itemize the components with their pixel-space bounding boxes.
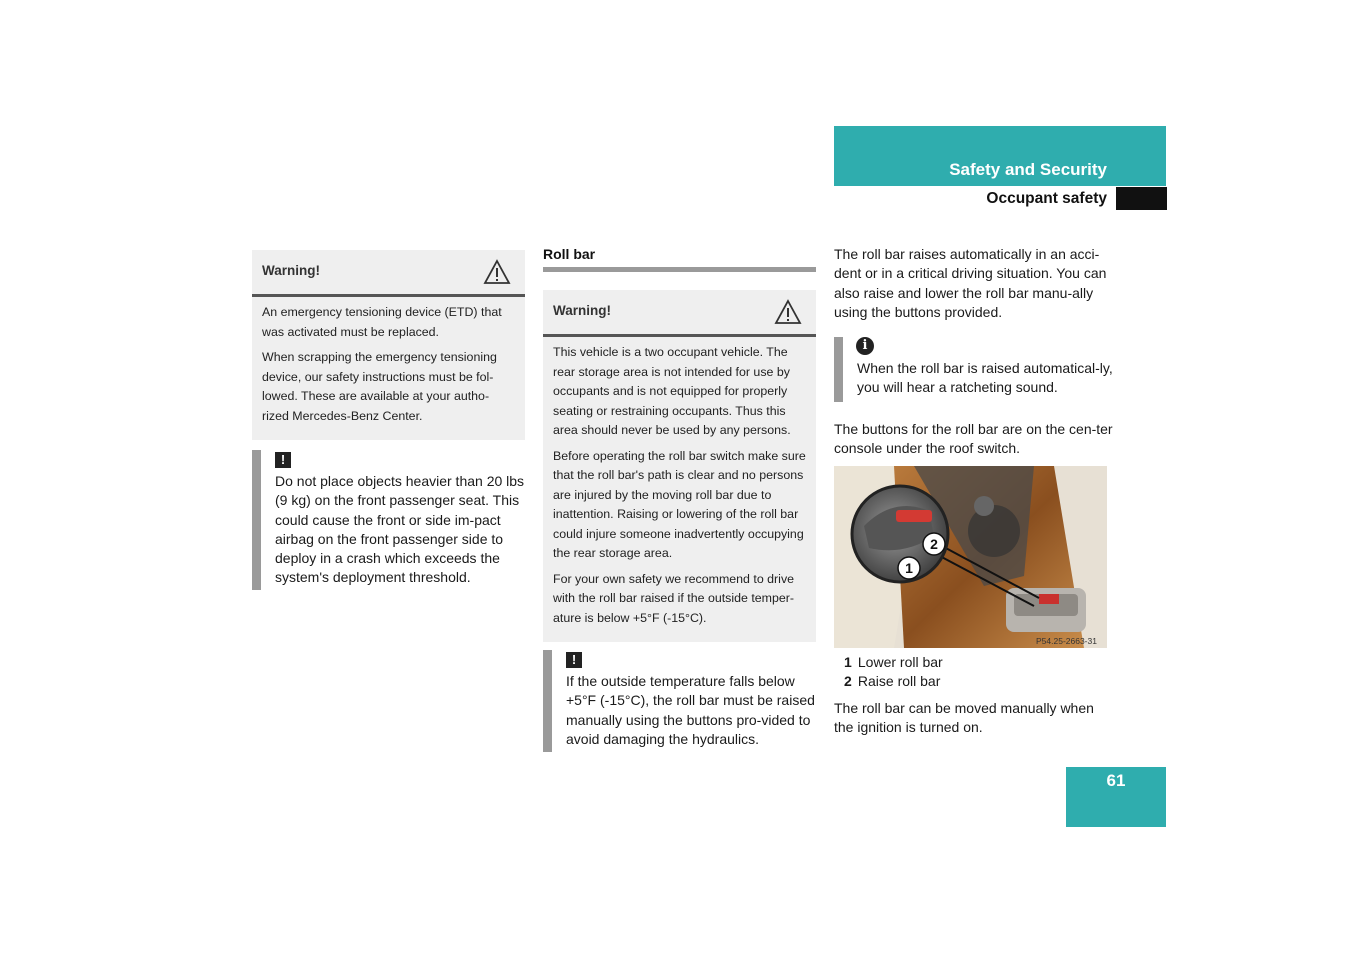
- caution-text: Do not place objects heavier than 20 lbs (9 kg) on the front passenger seat. This could cause the front or side im-pact airbag on the front passenger side to deploy in a crash which exceeds the system's deployment threshold.: [275, 473, 525, 586]
- legend-item: [844, 672, 1104, 691]
- intro-paragraph: The roll bar raises automatically in an acci-dent or in a critical driving situation. You can also raise and lower the roll bar manu-ally using the buttons provided.: [834, 246, 1107, 320]
- warning-header: [252, 250, 525, 297]
- legend-label: Raise roll bar: [857, 673, 941, 690]
- warning-body: [543, 337, 816, 642]
- legend-number: 1: [844, 654, 852, 670]
- legend-number: 2: [844, 673, 852, 690]
- info-text: When the roll bar is raised automatical-ly, you will hear a ratcheting sound.: [857, 360, 1113, 396]
- section-marker: [1116, 187, 1167, 210]
- page-number-box: [1066, 767, 1166, 827]
- chapter-header-band: [834, 126, 1166, 186]
- warning-body: [252, 297, 525, 440]
- center-console-photo: [834, 466, 1107, 648]
- caution-text: If the outside temperature falls below +5°F (-15°C), the roll bar must be raised manually using the buttons pro-vided to avoid damaging the hydraulics.: [566, 673, 815, 747]
- roll-bar-heading: Roll bar: [543, 246, 816, 272]
- warning-triangle-icon: [483, 259, 511, 285]
- buttons-location-paragraph: The buttons for the roll bar are on the cen-ter console under the roof switch.: [834, 421, 1113, 457]
- page-number: 61: [1106, 771, 1126, 790]
- exclamation-icon: !: [275, 452, 291, 468]
- warning-box-roll-bar: [543, 290, 816, 642]
- section-title: Occupant safety: [986, 190, 1107, 207]
- svg-text:1: 1: [905, 560, 913, 576]
- warning-paragraph: An emergency tensioning device (ETD) that was activated must be replaced.: [262, 305, 502, 339]
- legend-label: Lower roll bar: [857, 654, 943, 670]
- warning-header: [543, 290, 816, 337]
- info-icon: i: [856, 337, 874, 355]
- warning-triangle-icon: [774, 299, 802, 325]
- warning-label: Warning!: [262, 263, 320, 278]
- caution-note-temperature: [543, 650, 816, 752]
- warning-paragraph: This vehicle is a two occupant vehicle. The rear storage area is not intended for use by occupants and is not equipped for properly seating or restraining occupants. Thus this area should never be used by any persons.: [553, 345, 791, 437]
- chapter-title: Safety and Security: [949, 160, 1107, 179]
- photo-reference-code: P54.25-2663-31: [1036, 636, 1097, 646]
- exclamation-icon: !: [566, 652, 582, 668]
- warning-label: Warning!: [553, 303, 611, 318]
- info-note: [834, 337, 1113, 402]
- svg-text:2: 2: [930, 536, 938, 552]
- closing-paragraph: The roll bar can be moved manually when the ignition is turned on.: [834, 700, 1094, 736]
- caution-note-seat: [252, 450, 525, 590]
- warning-box-etd: [252, 250, 525, 440]
- legend-item: [844, 653, 1104, 672]
- warning-paragraph: Before operating the roll bar switch make sure that the roll bar's path is clear and no persons are injured by the moving roll bar due to inattention. Raising or lowering of the roll bar could injure someone inadvertently occupying the rear storage area.: [553, 448, 806, 560]
- warning-paragraph: For your own safety we recommend to drive with the roll bar raised if the outside temper-ature is below +5°F (-15°C).: [553, 571, 795, 625]
- warning-paragraph: When scrapping the emergency tensioning device, our safety instructions must be fol-lowed. These are available at your autho-rized Mercedes-Benz Center.: [262, 350, 497, 423]
- photo-legend: [844, 653, 1104, 692]
